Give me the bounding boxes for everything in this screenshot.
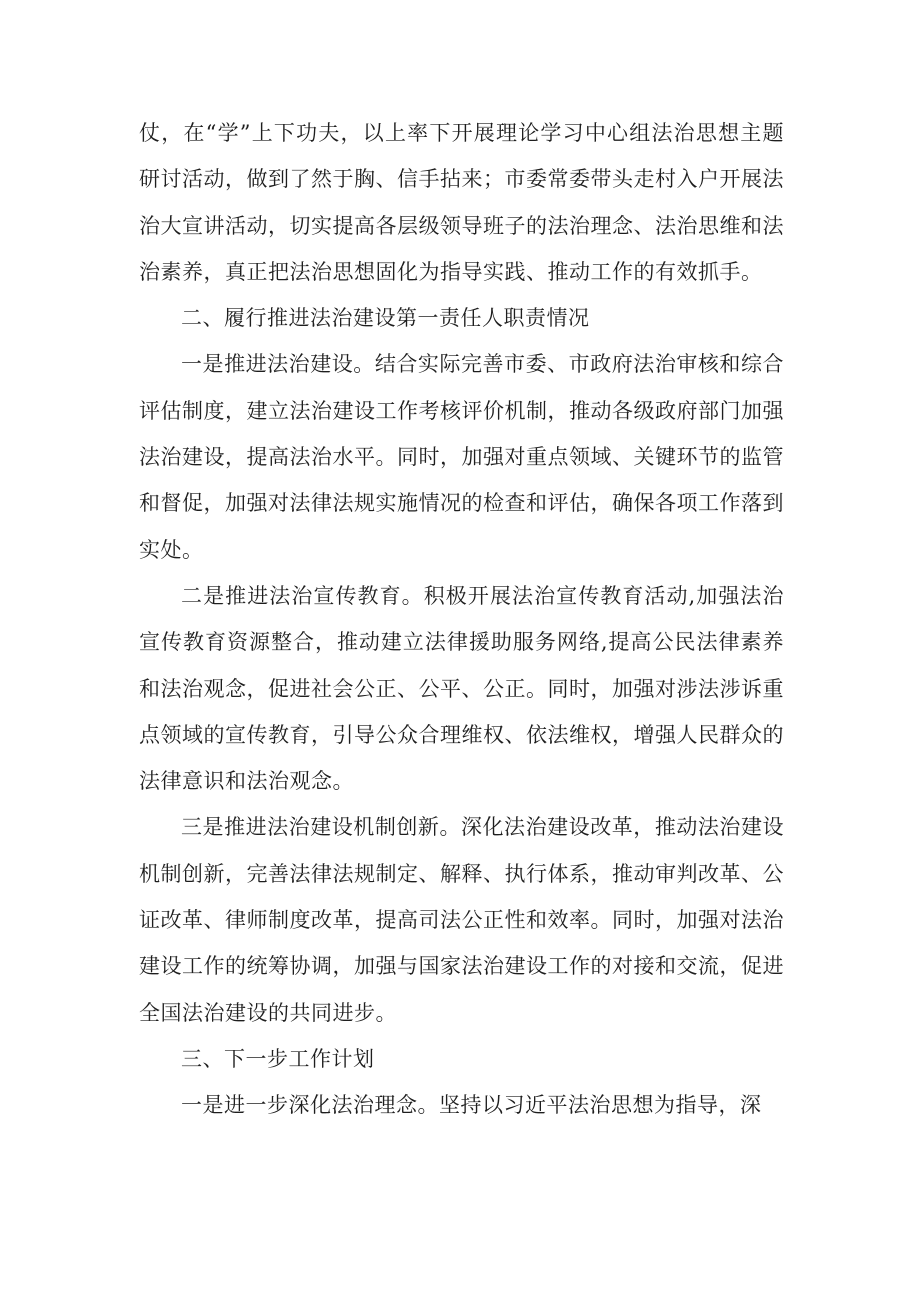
paragraph-continued: 仗，在“学”上下功夫，以上率下开展理论学习中心组法治思想主题研讨活动，做到了然于胸、信手拈来；市委常委带头走村入户开展法治大宣讲活动，切实提高各层级领导班子的法治理念、法治思维和法治素养，真正把法治思想固化为指导实践、推动工作的有效抓手。 xyxy=(139,121,784,284)
paragraph-legal-education: 二是推进法治宣传教育。积极开展法治宣传教育活动,加强法治宣传教育资源整合，推动建立法律援助服务网络,提高公民法律素养和法治观念，促进社会公正、公平、公正。同时，加强对涉法涉诉重点领域的宣传教育，引导公众合理维权、依法维权，增强人民群众的法律意识和法治观念。 xyxy=(139,583,784,794)
section-heading-2: 二、履行推进法治建设第一责任人职责情况 xyxy=(181,306,590,331)
section-heading-3: 三、下一步工作计划 xyxy=(181,1046,375,1071)
document-body xyxy=(139,110,784,1129)
paragraph-next-step: 一是进一步深化法治理念。坚持以习近平法治思想为指导，深 xyxy=(181,1093,762,1118)
paragraph-mechanism-innovation: 三是推进法治建设机制创新。深化法治建设改革，推动法治建设机制创新，完善法律法规制定、解释、执行体系，推动审判改革、公证改革、律师制度改革，提高司法公正性和效率。同时，加强对法治建设工作的统筹协调，加强与国家法治建设工作的对接和交流，促进全国法治建设的共同进步。 xyxy=(139,815,784,1025)
paragraph-rule-of-law-construction: 一是推进法治建设。结合实际完善市委、市政府法治审核和综合评估制度，建立法治建设工作考核评价机制，推动各级政府部门加强法治建设，提高法治水平。同时，加强对重点领域、关键环节的监管和督促，加强对法律法规实施情况的检查和评估，确保各项工作落到实处。 xyxy=(139,352,784,562)
